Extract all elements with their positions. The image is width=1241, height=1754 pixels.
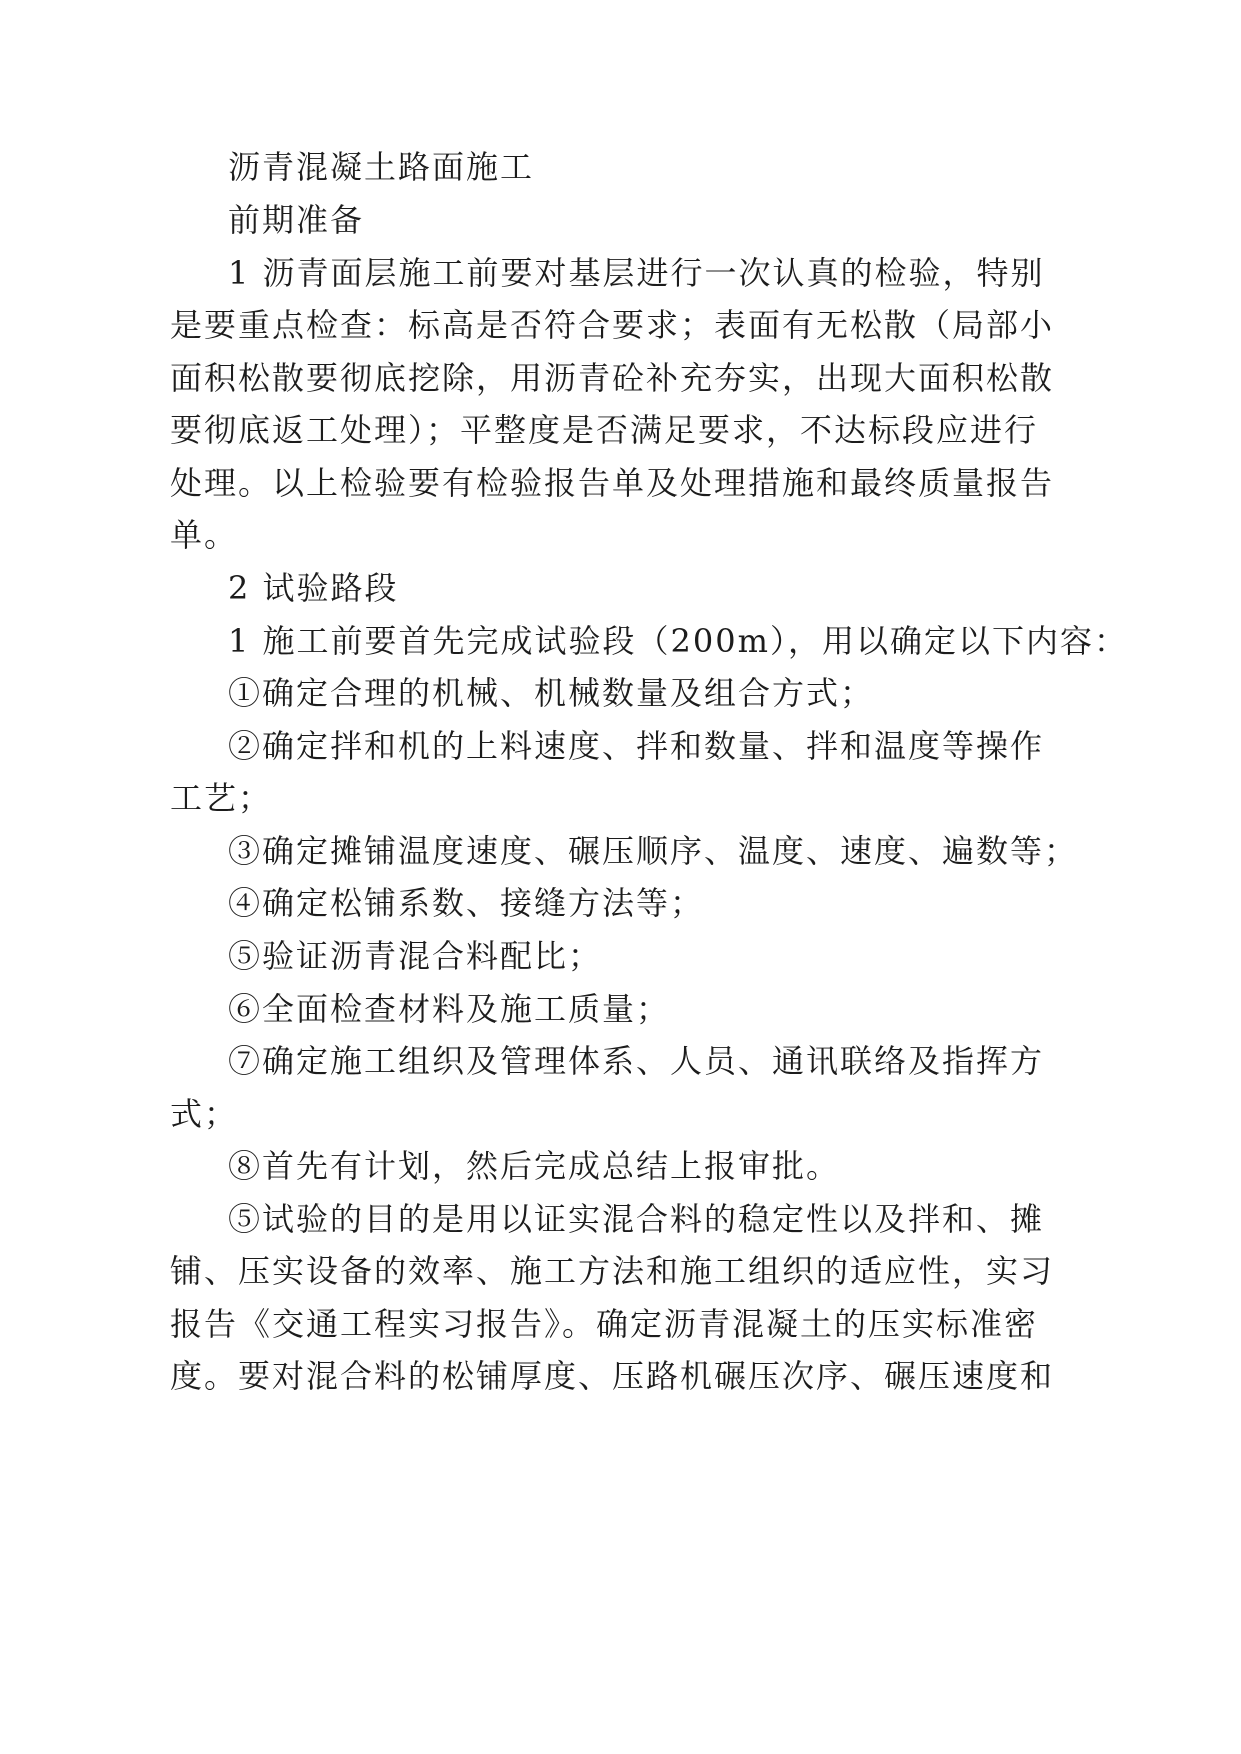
list-item: ③确定摊铺温度速度、碾压顺序、温度、速度、遍数等； [228,832,1079,870]
list-item-continuation: 式； [170,1095,239,1133]
paragraph-line: ⑤试验的目的是用以证实混合料的稳定性以及拌和、摊 [228,1200,1045,1238]
paragraph-line: 要彻底返工处理）；平整度是否满足要求，不达标段应进行 [170,411,1039,449]
document-title: 沥青混凝土路面施工 [228,148,535,186]
paragraph-line: 面积松散要彻底挖除，用沥青砼补充夯实，出现大面积松散 [170,359,1055,397]
paragraph-line: 处理。以上检验要有检验报告单及处理措施和最终质量报告 [170,464,1055,502]
list-item: ⑦确定施工组织及管理体系、人员、通讯联络及指挥方 [228,1042,1045,1080]
list-item: ④确定松铺系数、接缝方法等； [228,884,705,922]
paragraph-line: 1 沥青面层施工前要对基层进行一次认真的检验，特别 [228,254,1045,292]
list-item-continuation: 工艺； [170,779,273,817]
list-item: ⑤验证沥青混合料配比； [228,937,603,975]
list-item: ②确定拌和机的上料速度、拌和数量、拌和温度等操作 [228,727,1045,765]
paragraph-line: 1 施工前要首先完成试验段（200m），用以确定以下内容： [228,622,1128,660]
list-item: ⑥全面检查材料及施工质量； [228,990,671,1028]
paragraph-line: 铺、压实设备的效率、施工方法和施工组织的适应性，实习 [170,1252,1055,1290]
section-heading: 前期准备 [228,201,365,239]
list-item: ⑧首先有计划，然后完成总结上报审批。 [228,1147,841,1185]
section-heading: 2 试验路段 [228,569,399,607]
paragraph-line: 是要重点检查：标高是否符合要求；表面有无松散（局部小 [170,306,1055,344]
paragraph-line: 单。 [170,516,239,554]
list-item: ①确定合理的机械、机械数量及组合方式； [228,674,875,712]
paragraph-line: 报告《交通工程实习报告》。确定沥青混凝土的压实标准密 [170,1305,1039,1343]
paragraph-line: 度。要对混合料的松铺厚度、压路机碾压次序、碾压速度和 [170,1357,1055,1395]
